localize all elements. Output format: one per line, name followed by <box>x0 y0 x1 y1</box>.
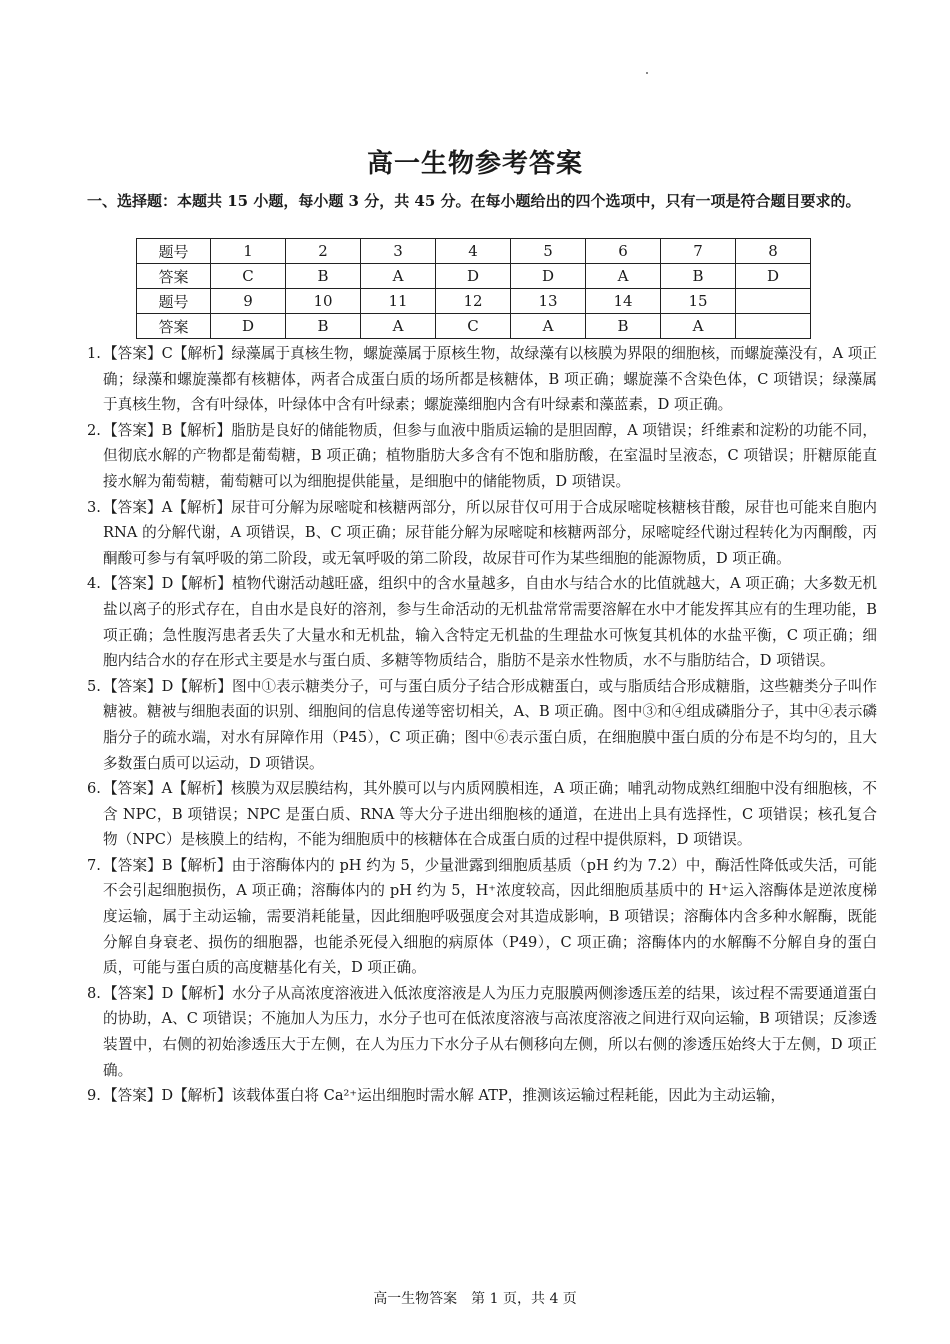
explanation-text: 【答案】D【解析】水分子从高浓度溶液进入低浓度溶液是人为压力克服膜两侧渗透压差的结果，该过程不需要通道蛋白的协助，A、C 项错误；不施加人为压力，水分子也可在低浓度溶液与高浓度溶液之间进行双向运输，B 项错误；反渗透装置中，右侧的初始渗透压大于左侧，在人为压力下水分子从右侧移向左侧，所以右侧的渗透压始终大于左侧，D 项正确。 <box>103 984 877 1079</box>
answer-table-row-label: 答案 <box>137 314 211 339</box>
answer-table-cell: 3 <box>361 239 436 264</box>
answer-table-row <box>137 239 811 264</box>
answer-table-cell: A <box>361 264 436 289</box>
explanation-text: 【答案】D【解析】植物代谢活动越旺盛，组织中的含水量越多，自由水与结合水的比值就越大，A 项正确；大多数无机盐以离子的形式存在，自由水是良好的溶剂，参与生命活动的无机盐常常需要溶解在水中才能发挥其应有的生理功能，B 项正确；急性腹泻患者丢失了大量水和无机盐，输入含特定无机盐的生理盐水可恢复其机体的水盐平衡，C 项正确；细胞内结合水的存在形式主要是水与蛋白质、多糖等物质结合，脂肪不是亲水性物质，水不与脂肪结合，D 项错误。 <box>103 575 877 670</box>
explanation-item <box>87 495 877 572</box>
answer-table-cell: B <box>661 264 736 289</box>
answer-table-cell: D <box>436 264 511 289</box>
page-title: 高一生物参考答案 <box>366 149 583 179</box>
explanation-number: 5. <box>87 677 101 695</box>
answer-table-cell: C <box>211 264 286 289</box>
explanation-item <box>87 418 877 495</box>
answer-table-cell: A <box>511 314 586 339</box>
answer-table-row <box>137 314 811 339</box>
explanation-list <box>87 341 877 1109</box>
answer-table-cell: D <box>511 264 586 289</box>
answer-table-row <box>137 264 811 289</box>
answer-table-cell <box>736 289 811 314</box>
explanation-number: 4. <box>87 575 101 593</box>
explanation-number: 3. <box>87 498 101 516</box>
answer-table-cell: 1 <box>211 239 286 264</box>
answer-table-row-label: 题号 <box>137 289 211 314</box>
answer-table-cell: D <box>736 264 811 289</box>
answer-table-cell: 10 <box>286 289 361 314</box>
answer-table-row-label: 答案 <box>137 264 211 289</box>
answer-table-cell: 12 <box>436 289 511 314</box>
explanation-item <box>87 981 877 1083</box>
answer-table-cell: 13 <box>511 289 586 314</box>
answer-table-cell: D <box>211 314 286 339</box>
explanation-text: 【答案】B【解析】脂肪是良好的储能物质，但参与血液中脂质运输的是胆固醇，A 项错误；纤维素和淀粉的功能不同，但彻底水解的产物都是葡萄糖，B 项正确；植物脂肪大多含有不饱和脂肪酸，在室温时呈液态，C 项错误；肝糖原能直接水解为葡萄糖，葡萄糖可以为细胞提供能量，是细胞中的储能物质，D 项错误。 <box>103 421 877 490</box>
explanation-text: 【答案】B【解析】由于溶酶体内的 pH 约为 5，少量泄露到细胞质基质（pH 约为 7.2）中，酶活性降低或失活，可能不会引起细胞损伤，A 项正确；溶酶体内的 pH 约为 5，H⁺浓度较高，因此细胞质基质中的 H⁺运入溶酶体是逆浓度梯度运输，属于主动运输，需要消耗能量，因此细胞呼吸强度会对其造成影响，B 项错误；溶酶体内含多种水解酶，既能分解自身衰老、损伤的细胞器，也能杀死侵入细胞的病原体（P49），C 项正确；溶酶体内的水解酶不分解自身的蛋白质，可能与蛋白质的高度糖基化有关，D 项正确。 <box>103 856 877 977</box>
answer-table-cell: 5 <box>511 239 586 264</box>
explanation-number: 8. <box>87 984 101 1002</box>
explanation-number: 7. <box>87 856 101 874</box>
answer-table-cell: 11 <box>361 289 436 314</box>
explanation-item <box>87 1083 877 1109</box>
explanation-number: 1. <box>87 345 101 362</box>
answer-table-cell: 4 <box>436 239 511 264</box>
answer-table-cell: 7 <box>661 239 736 264</box>
answer-table <box>136 238 811 339</box>
answer-table-cell: 6 <box>586 239 661 264</box>
explanation-text: 【答案】A【解析】核膜为双层膜结构，其外膜可以与内质网膜相连，A 项正确；哺乳动物成熟红细胞中没有细胞核，不含 NPC，B 项错误；NPC 是蛋白质、RNA 等大分子进出细胞核的通道，在进出上具有选择性，C 项错误；核孔复合物（NPC）是核膜上的结构，不能为细胞质中的核糖体在合成蛋白质的过程中提供原料，D 项错误。 <box>103 780 877 849</box>
explanation-text: 【答案】A【解析】尿苷可分解为尿嘧啶和核糖两部分，所以尿苷仅可用于合成尿嘧啶核糖核苷酸，尿苷也可能来自胞内 RNA 的分解代谢，A 项错误，B、C 项正确；尿苷能分解为尿嘧啶和核糖两部分，尿嘧啶经代谢过程转化为丙酮酸，丙酮酸可参与有氧呼吸的第二阶段，或无氧呼吸的第二阶段，故尿苷可作为某些细胞的能源物质，D 项正确。 <box>103 498 877 567</box>
answer-table-cell: C <box>436 314 511 339</box>
answer-table-cell: B <box>586 314 661 339</box>
answer-table-cell: B <box>286 264 361 289</box>
explanation-text: 【答案】D【解析】该载体蛋白将 Ca²⁺运出细胞时需水解 ATP，推测该运输过程耗能，因此为主动运输， <box>103 1087 786 1105</box>
explanation-number: 2. <box>87 421 101 439</box>
section-heading: 一、选择题：本题共 15 小题，每小题 3 分，共 45 分。在每小题给出的四个选项中，只有一项是符合题目要求的。 <box>87 192 861 210</box>
answer-table-cell: A <box>586 264 661 289</box>
answer-table-cell: 14 <box>586 289 661 314</box>
explanation-number: 6. <box>87 780 101 798</box>
answer-table-cell: 2 <box>286 239 361 264</box>
explanation-item <box>87 571 877 673</box>
answer-table-cell: 8 <box>736 239 811 264</box>
explanation-text: 【答案】C【解析】绿藻属于真核生物，螺旋藻属于原核生物，故绿藻有以核膜为界限的细胞核，而螺旋藻没有，A 项正确；绿藻和螺旋藻都有核糖体，两者合成蛋白质的场所都是核糖体，B 项正确；螺旋藻不含染色体，C 项错误；绿藻属于真核生物，含有叶绿体，叶绿体中含有叶绿素；螺旋藻细胞内含有叶绿素和藻蓝素，D 项正确。 <box>103 345 877 414</box>
answer-table-cell: 15 <box>661 289 736 314</box>
answer-table-row-label: 题号 <box>137 239 211 264</box>
explanation-text: 【答案】D【解析】图中①表示糖类分子，可与蛋白质分子结合形成糖蛋白，或与脂质结合形成糖脂，这些糖类分子叫作糖被。糖被与细胞表面的识别、细胞间的信息传递等密切相关，A、B 项正确。图中③和④组成磷脂分子，其中④表示磷脂分子的疏水端，对水有屏障作用（P45），C 项正确；图中⑥表示蛋白质，在细胞膜中蛋白质的分布是不均匀的，且大多数蛋白质可以运动，D 项错误。 <box>103 677 877 772</box>
explanation-number: 9. <box>87 1087 101 1105</box>
answer-table-row <box>137 289 811 314</box>
answer-table-cell: A <box>661 314 736 339</box>
answer-table-cell: 9 <box>211 289 286 314</box>
answer-table-cell: A <box>361 314 436 339</box>
explanation-item <box>87 341 877 418</box>
answer-table-cell: B <box>286 314 361 339</box>
page-footer: 高一生物答案 第 1 页，共 4 页 <box>373 1291 577 1307</box>
explanation-item <box>87 674 877 776</box>
scan-speck <box>646 72 648 74</box>
answer-table-cell <box>736 314 811 339</box>
explanation-item <box>87 776 877 853</box>
explanation-item <box>87 853 877 981</box>
